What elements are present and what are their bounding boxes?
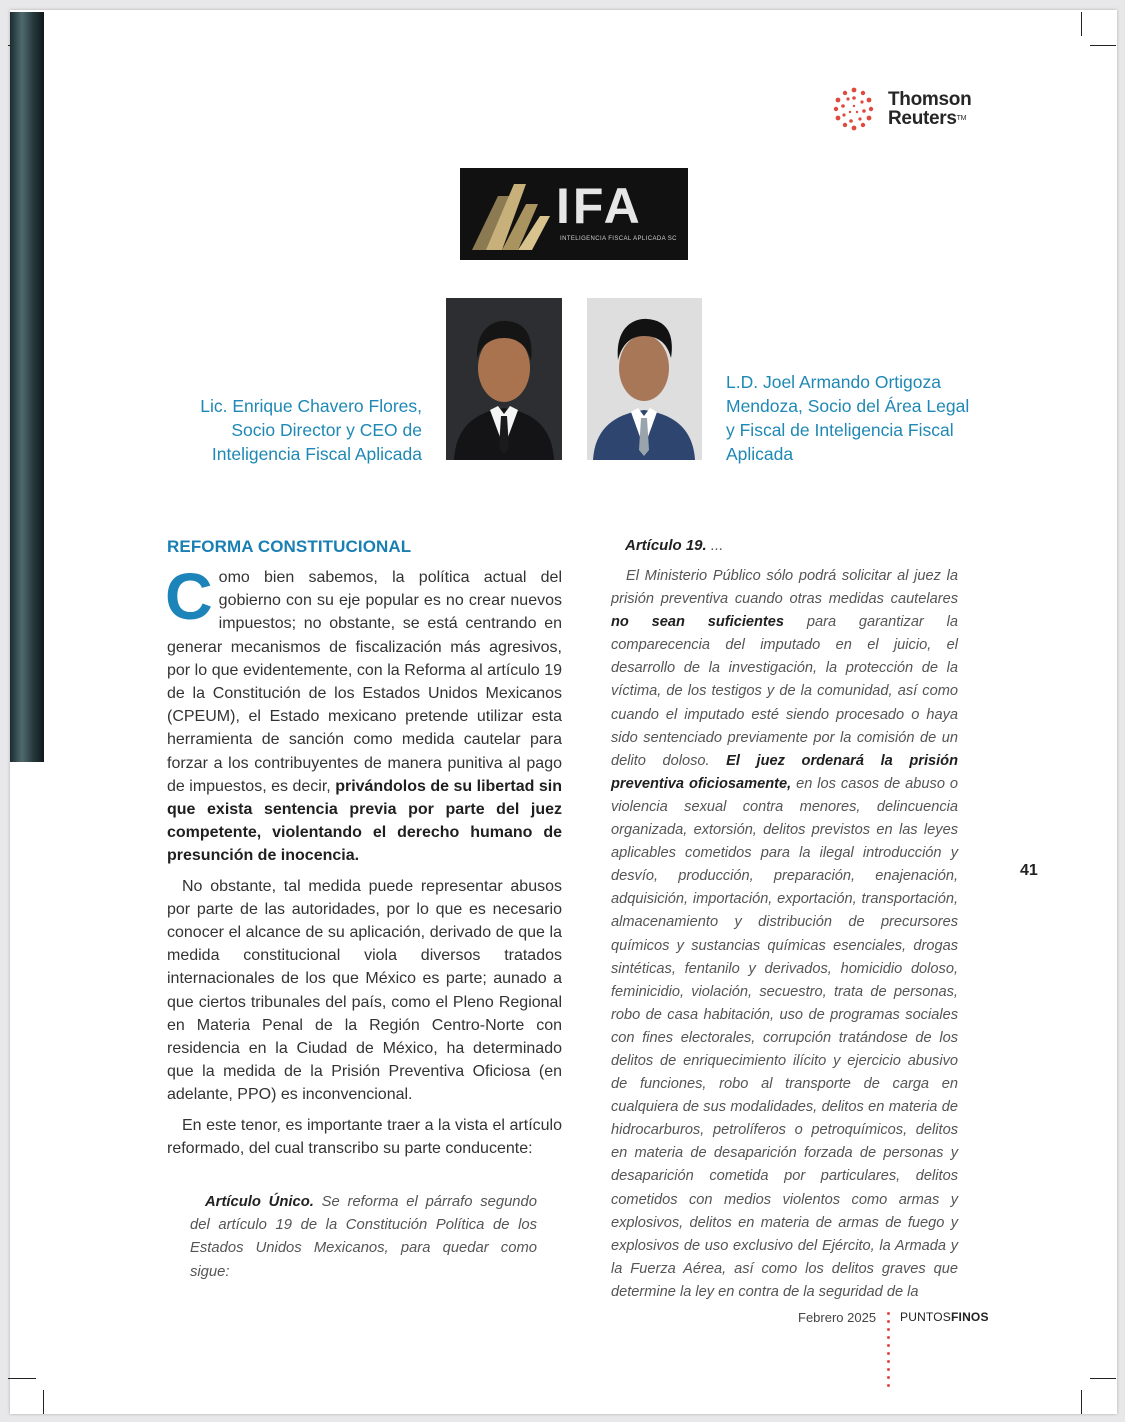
crop-mark <box>1081 1390 1082 1414</box>
ifa-logo-wordmark: IFA <box>556 178 643 234</box>
article-column-left <box>165 559 562 1167</box>
article-column-right: El Ministerio Público sólo podrá solicitar al juez la prisión preventiva cuando otras medidas cautelares no sean suficientes para garantizar la comparecencia del imputado en el juicio, el desarrollo de la investigación, la protección de la víctima, de los testigos y de la comunidad, así como cuando el imputado esté siendo procesado o haya sido sentenciado previamente por la comisión de un delito doloso. El juez ordenará la prisión preventiva oficiosamente, en los casos de abuso o violencia sexual contra menores, delincuencia organizada, extorsión, delitos previstos en las leyes aplicables cometidos para la ilegal introducción y desvío, producción, preparación, enajenación, adquisición, importación, exportación, transportación, almacenamiento y distribución de precursores químicos y sustancias químicas esenciales, drogas sintéticas, fentanilo y derivados, homicidio doloso, feminicidio, violación, secuestro, trata de personas, robo de casa habitación, uso de programas sociales con fines electorales, corrupción tratándose de los delitos de enriquecimiento ilícito y ejercicio abusivo de funciones, robo al transporte de carga en cualquiera de sus modalidades, delitos en materia de hidrocarburos, petrolíferos o petroquímicos, delitos en materia de desaparición forzada de personas y desaparición cometida por particulares, delitos cometidos con medios violentos como armas y explosivos, delitos en materia de armas de fuego y explosivos de uso exclusivo del Ejército, la Armada y la Fuerza Aérea, así como los delitos graves que determine la ley en contra de la seguridad de la <box>611 568 959 1300</box>
crop-mark <box>1090 1378 1116 1379</box>
thomson-reuters-wordmark: Thomson Reuters™ <box>888 89 972 129</box>
quoted-decree: Artículo Único. Se reforma el párrafo segundo del artículo 19 de la Constitución Política de los Estados Unidos Mexicanos, para quedar como sigue: <box>190 1194 537 1280</box>
crop-mark <box>8 1378 36 1379</box>
author-caption-left: Lic. Enrique Chavero Flores, Socio Director y CEO de Inteligencia Fiscal Aplicada <box>200 396 422 464</box>
crop-mark <box>1090 45 1116 46</box>
paragraph: En este tenor, es importante traer a la vista el artículo reformado, del cual transcribo su parte conducente: <box>167 1116 562 1157</box>
section-title: REFORMA CONSTITUCIONAL <box>167 537 412 556</box>
page-number: 41 <box>1020 862 1038 879</box>
author-photo-joel <box>587 298 702 460</box>
author-caption-right: L.D. Joel Armando Ortigoza Mendoza, Socio del Área Legal y Fiscal de Inteligencia Fiscal Aplicada <box>726 372 970 464</box>
page-spine-bleed <box>10 12 44 762</box>
footer-dots-divider <box>887 1312 892 1392</box>
paragraph: No obstante, tal medida puede representar abusos por parte de las autoridades, por lo que es necesario conocer el alcance de su aplicación, derivado de que la medida constitucional viola diversos tratados internacionales de los que México es parte; aunado a que ciertos tribunales del país, como el Pleno Regional en Materia Penal de la Región Centro-Norte con residencia en la Ciudad de México, ha determinado que la medida de la Prisión Preventiva Oficiosa (en adelante, PPO) es inconvencional. <box>167 877 562 1104</box>
author-photo-enrique <box>446 298 562 460</box>
article-19-heading: Artículo 19. ... <box>625 537 724 554</box>
crop-mark <box>1081 12 1082 36</box>
crop-mark <box>43 1390 44 1414</box>
magazine-name: PUNTOSFINOS <box>900 1310 989 1324</box>
ifa-logo-tagline: INTELIGENCIA FISCAL APLICADA SC <box>560 236 677 242</box>
issue-date: Febrero 2025 <box>798 1310 877 1325</box>
paragraph-intro: Como bien sabemos, la política actual del gobierno con su eje popular es no crear nuevos impuestos; no obstante, se está centrando en generar mecanismos de fiscalización más agresivos, por lo que evidentemente, con la Reforma al artículo 19 de la Constitución de los Estados Unidos Mexicanos (CPEUM), el Estado mexicano pretende utilizar esta herramienta de sanción como medida cautelar para forzar a los contribuyentes de manera punitiva al pago de impuestos, es decir, privándolos de su libertad sin que exista sentencia previa por parte del juez competente, violentando el derecho humano de presunción de inocencia. <box>165 559 562 865</box>
ifa-emblem-icon <box>468 176 554 254</box>
drop-cap: C <box>165 559 213 633</box>
